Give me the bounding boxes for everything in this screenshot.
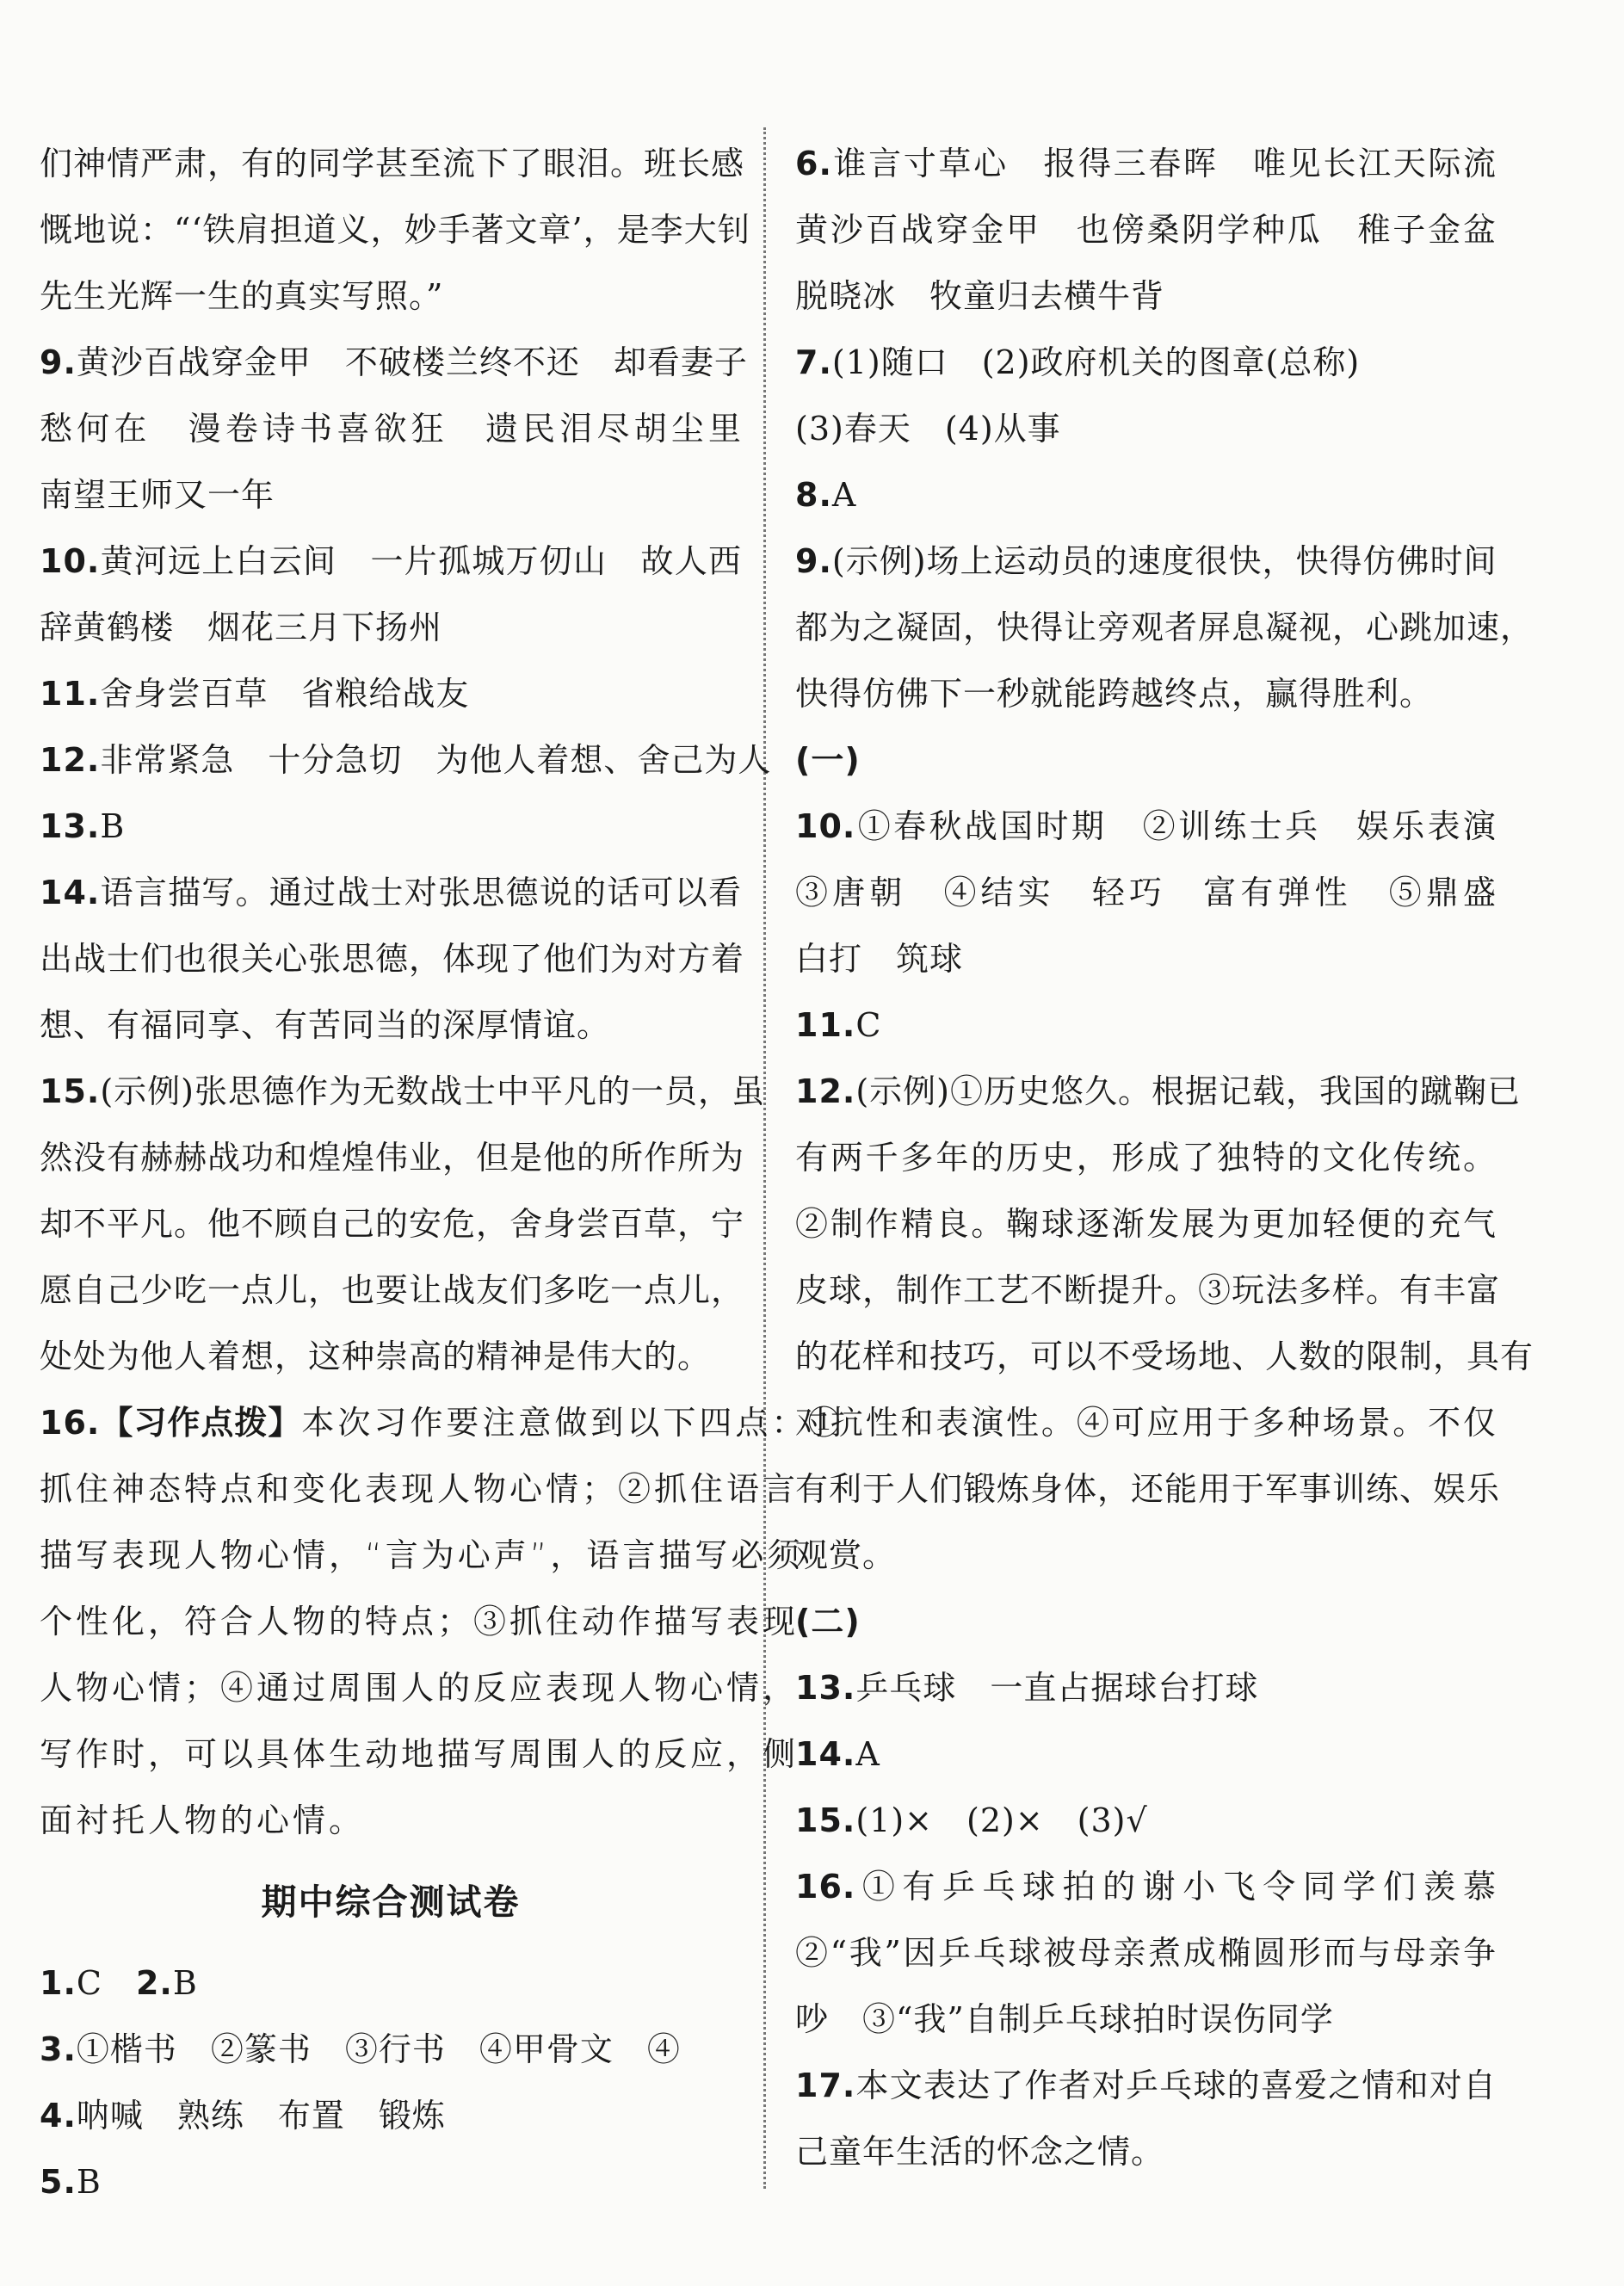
question-number: 11.: [40, 675, 101, 713]
text-line: 己童年生活的怀念之情。: [795, 2133, 1165, 2171]
text-line: 有利于人们锻炼身体，还能用于军事训练、娱乐: [795, 1470, 1501, 1508]
answer-text: 本次习作要注意做到以下四点：①: [301, 1404, 844, 1442]
question-number: 10.: [795, 807, 856, 845]
answer-9: [795, 528, 1497, 595]
text-line: 快得仿佛下一秒就能跨越终点，赢得胜利。: [795, 675, 1434, 713]
answer-15: [40, 1059, 765, 1125]
text-line: 处处为他人着想，这种崇高的精神是伟大的。: [40, 1338, 712, 1375]
answer-text: B: [100, 807, 126, 845]
answer-text: 乒乓球 一直占据球台打球: [855, 1669, 1259, 1707]
answer-text: (1)× (2)× (3)√: [855, 1801, 1148, 1839]
text-line: 都为之凝固，快得让旁观者屏息凝视，心跳加速，: [795, 609, 1534, 646]
text-line: [40, 1721, 800, 1788]
answer-15: [795, 1788, 1497, 1854]
question-number: 13.: [795, 1669, 856, 1707]
text-line: ③唐朝 ④结实 轻巧 富有弹性 ⑤鼎盛: [795, 874, 1497, 911]
question-number: 4.: [40, 2097, 77, 2135]
line-text: 个性化，符合人物的特点；③抓住动作描写表现: [40, 1603, 800, 1640]
text-line: [40, 1788, 742, 1854]
answer-16: [795, 1854, 1497, 1920]
line-text: 人物心情；④通过周围人的反应表现人物心情，: [40, 1669, 800, 1707]
answer-text: C: [76, 1964, 102, 2002]
answer-6: [795, 131, 1497, 197]
question-number: 14.: [795, 1735, 856, 1773]
answer-1-2: [40, 1950, 742, 2017]
question-number: 16.: [795, 1868, 856, 1906]
text-line: [40, 1456, 800, 1523]
right-column: [795, 131, 1534, 2185]
answer-text: B: [172, 1964, 198, 2002]
answer-text: C: [855, 1006, 882, 1044]
question-number: 8.: [795, 476, 832, 514]
section-title: 期中综合测试卷: [261, 1881, 521, 1923]
answer-text: ①有乒乓球拍的谢小飞令同学们羡慕: [855, 1868, 1497, 1906]
answer-text: ①春秋战国时期 ②训练士兵 娱乐表演: [855, 807, 1497, 845]
answer-text: 黄沙百战穿金甲 不破楼兰终不还 却看妻子: [76, 343, 748, 381]
text-line: (3)春天 (4)从事: [795, 410, 1061, 448]
question-number: 6.: [795, 145, 832, 182]
text-line: ②“我”因乒乓球被母亲煮成椭圆形而与母亲争: [795, 1934, 1497, 1972]
question-number: 11.: [795, 1006, 856, 1044]
part-label-1: (一): [795, 741, 861, 779]
text-line: 先生光辉一生的真实写照。”: [40, 277, 444, 315]
question-number: 15.: [40, 1072, 101, 1110]
answer-text: 谁言寸草心 报得三春晖 唯见长江天际流: [831, 145, 1497, 182]
text-line: 然没有赫赫战功和煌煌伟业，但是他的所作所为: [40, 1139, 745, 1177]
text-line: 出战士们也很关心张思德，体现了他们为对方着: [40, 940, 745, 978]
answer-text: (示例)张思德作为无数战士中平凡的一员，虽: [100, 1072, 765, 1110]
answer-text: (1)随口 (2)政府机关的图章(总称): [831, 343, 1361, 381]
text-line: 有两千多年的历史，形成了独特的文化传统。: [795, 1139, 1497, 1177]
text-line: [40, 1655, 800, 1721]
text-line: 南望王师又一年: [40, 476, 275, 514]
text-line: 的花样和技巧，可以不受场地、人数的限制，具有: [795, 1338, 1534, 1375]
text-line: 观赏。: [795, 1536, 897, 1574]
text-line: 慨地说：“‘铁肩担道义，妙手著文章’，是李大钊: [40, 211, 751, 249]
question-number: 16.: [40, 1404, 101, 1442]
question-number: 12.: [795, 1072, 856, 1110]
answer-14: [40, 860, 742, 926]
text-line: 白打 筑球: [795, 940, 964, 978]
question-number: 3.: [40, 2030, 77, 2068]
text-line: 黄沙百战穿金甲 也傍桑阴学种瓜 稚子金盆: [795, 211, 1497, 249]
text-line: 皮球，制作工艺不断提升。③玩法多样。有丰富: [795, 1271, 1501, 1309]
text-line: 却不平凡。他不顾自己的安危，舍身尝百草，宁: [40, 1205, 745, 1243]
answer-text: (示例)①历史悠久。根据记载，我国的蹴鞠已: [855, 1072, 1521, 1110]
question-number: 9.: [795, 542, 832, 580]
text-line: 吵 ③“我”自制乒乓球拍时误伤同学: [795, 2000, 1334, 2038]
answer-text: 本文表达了作者对乒乓球的喜爱之情和对自: [855, 2067, 1497, 2104]
text-line: 对抗性和表演性。④可应用于多种场景。不仅: [795, 1404, 1497, 1442]
text-line: [40, 1523, 804, 1589]
answer-13: [40, 794, 742, 860]
answer-7: [795, 330, 1497, 396]
question-number: 1.: [40, 1964, 77, 2002]
answer-text: 呐喊 熟练 布置 锻炼: [76, 2097, 446, 2135]
answer-17: [795, 2053, 1497, 2119]
question-number: 12.: [40, 741, 101, 779]
line-text: 抓住神态特点和变化表现人物心情；②抓住语言: [40, 1470, 800, 1508]
question-number: 14.: [40, 874, 101, 911]
answer-text: 非常紧急 十分急切 为他人着想、舍己为人: [100, 741, 772, 779]
line-text: 写作时，可以具体生动地描写周围人的反应，侧: [40, 1735, 800, 1773]
text-line: 愿自己少吃一点儿，也要让战友们多吃一点儿，: [40, 1271, 745, 1309]
question-number: 13.: [40, 807, 101, 845]
answer-text: 黄河远上白云间 一片孤城万仞山 故人西: [100, 542, 742, 580]
writing-tip-tag: 【习作点拨】: [100, 1404, 302, 1442]
part-label-2: (二): [795, 1603, 861, 1640]
question-number: 2.: [135, 1964, 173, 2002]
answer-4: [40, 2083, 742, 2149]
answer-9: [40, 330, 748, 396]
text-line: 们神情严肃，有的同学甚至流下了眼泪。班长感: [40, 145, 745, 182]
answer-16: [40, 1390, 844, 1456]
question-number: 17.: [795, 2067, 856, 2104]
answer-5: [40, 2149, 742, 2215]
answer-text: 语言描写。通过战士对张思德说的话可以看: [100, 874, 742, 911]
question-number: 10.: [40, 542, 101, 580]
text-line: 辞黄鹤楼 烟花三月下扬州: [40, 609, 443, 646]
text-line: 想、有福同享、有苦同当的深厚情谊。: [40, 1006, 611, 1044]
question-number: 5.: [40, 2163, 77, 2201]
text-line: ②制作精良。鞠球逐渐发展为更加轻便的充气: [795, 1205, 1497, 1243]
answer-text: B: [76, 2163, 102, 2201]
answer-text: (示例)场上运动员的速度很快，快得仿佛时间: [831, 542, 1497, 580]
answer-text: ①楷书 ②篆书 ③行书 ④甲骨文 ④: [76, 2030, 681, 2068]
answer-3: [40, 2017, 742, 2083]
question-number: 7.: [795, 343, 832, 381]
answer-10: [40, 528, 742, 595]
answer-13: [795, 1655, 1497, 1721]
answer-8: [795, 462, 1497, 528]
question-number: 9.: [40, 343, 77, 381]
answer-text: A: [855, 1735, 880, 1773]
answer-text: 舍身尝百草 省粮给战友: [100, 675, 470, 713]
answer-12: [40, 727, 772, 794]
column-divider: [763, 127, 766, 2189]
answer-14: [795, 1721, 1497, 1788]
answer-10: [795, 794, 1497, 860]
answer-11: [795, 992, 1497, 1059]
answer-text: A: [831, 476, 857, 514]
line-text: 描写表现人物心情，“言为心声”，语言描写必须: [40, 1536, 804, 1574]
text-line: [40, 1589, 800, 1655]
line-text: 面衬托人物的心情。: [40, 1801, 366, 1839]
text-line: 愁何在 漫卷诗书喜欲狂 遗民泪尽胡尘里: [40, 410, 742, 448]
text-line: 脱晓冰 牧童归去横牛背: [795, 277, 1165, 315]
answer-12: [795, 1059, 1521, 1125]
answer-11: [40, 661, 742, 727]
question-number: 15.: [795, 1801, 856, 1839]
